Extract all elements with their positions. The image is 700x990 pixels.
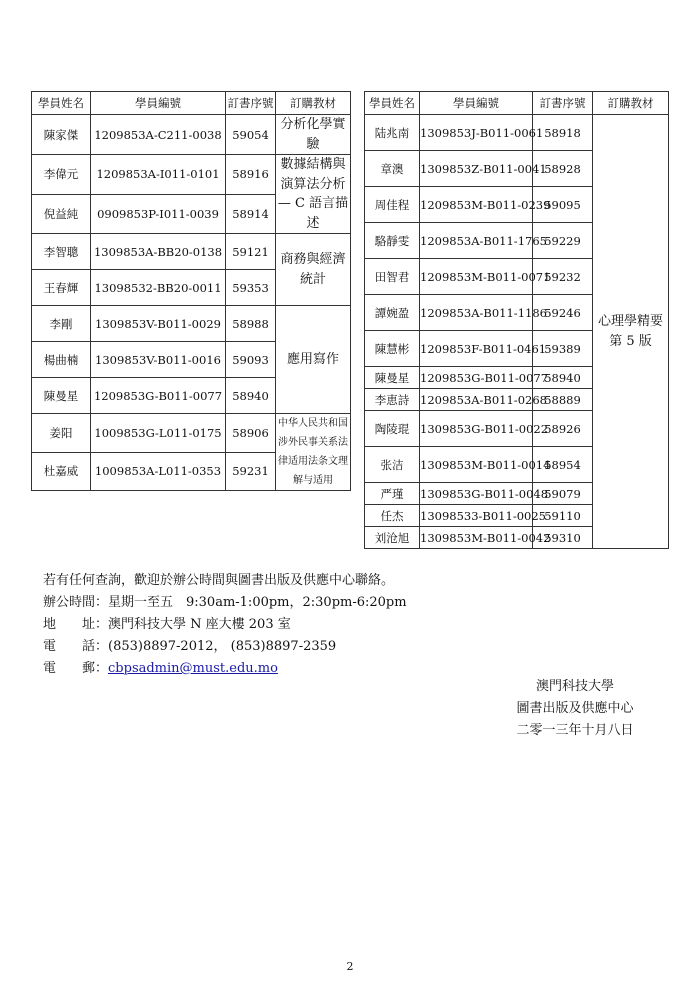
order-no: 59310	[533, 527, 593, 549]
order-no: 58954	[533, 447, 593, 483]
table-row	[365, 115, 669, 151]
student-name: 陆兆南	[365, 115, 420, 151]
student-name: 李智聰	[32, 234, 91, 270]
order-no: 58940	[533, 367, 593, 389]
material-edition: 第 5 版	[609, 333, 652, 349]
student-id: 1209853A-B011-0268	[420, 389, 533, 411]
header-student-name: 學員姓名	[365, 92, 420, 115]
student-name: 严瑾	[365, 483, 420, 505]
student-name: 李恵詩	[365, 389, 420, 411]
student-name: 陳曼星	[32, 378, 91, 414]
student-id: 1309853M-B011-0042	[420, 527, 533, 549]
material-title: 心理學精要	[597, 314, 663, 329]
order-no: 59095	[533, 187, 593, 223]
order-no: 59079	[533, 483, 593, 505]
email-line	[43, 658, 407, 680]
student-id: 1009853G-L011-0175	[91, 414, 226, 453]
header-material: 訂購教材	[276, 92, 351, 115]
student-name: 姜阳	[32, 414, 91, 453]
header-order-no: 訂書序號	[533, 92, 593, 115]
student-id: 1309853V-B011-0016	[91, 342, 226, 378]
student-id: 1209853A-I011-0101	[91, 155, 226, 195]
header-material: 訂購教材	[593, 92, 669, 115]
student-id: 1209853M-B011-0239	[420, 187, 533, 223]
table-row	[32, 306, 351, 342]
order-no: 58988	[226, 306, 276, 342]
material: 分析化學實驗	[276, 115, 351, 155]
student-name: 陳曼星	[365, 367, 420, 389]
order-no: 58916	[226, 155, 276, 195]
student-name: 王春輝	[32, 270, 91, 306]
header-student-id: 學員編號	[420, 92, 533, 115]
student-id: 1209853G-B011-0077	[420, 367, 533, 389]
office-hours: 辦公時間：星期一至五 9:30am-1:00pm，2:30pm-6:20pm	[43, 595, 407, 610]
student-name: 刘沧旭	[365, 527, 420, 549]
table-row	[32, 115, 351, 155]
student-id: 1309853V-B011-0029	[91, 306, 226, 342]
contact-info	[43, 570, 407, 680]
email-link[interactable]: cbpsadmin@must.edu.mo	[108, 661, 278, 676]
material: 中华人民共和国涉外民事关系法律适用法条文理解与适用	[276, 414, 351, 491]
phone: 電 話：(853)8897-2012， (853)8897-2359	[43, 639, 337, 654]
table-row	[32, 234, 351, 270]
table-row	[32, 414, 351, 453]
student-name: 倪益純	[32, 194, 91, 234]
order-no: 59121	[226, 234, 276, 270]
student-id: 1209853G-B011-0077	[91, 378, 226, 414]
address: 地 址：澳門科技大學 N 座大樓 203 室	[43, 617, 291, 632]
student-name: 譚婉盈	[365, 295, 420, 331]
student-name: 田智君	[365, 259, 420, 295]
material: 應用寫作	[276, 306, 351, 414]
material	[593, 115, 669, 549]
order-table-left	[31, 91, 351, 491]
material: 商務與經濟統計	[276, 234, 351, 306]
student-id: 0909853P-I011-0039	[91, 194, 226, 234]
order-no: 59054	[226, 115, 276, 155]
student-id: 1309853M-B011-0014	[420, 447, 533, 483]
student-id: 1209853F-B011-0461	[420, 331, 533, 367]
student-id: 1309853A-BB20-0138	[91, 234, 226, 270]
page-number: 2	[346, 960, 354, 973]
student-id: 1309853Z-B011-0041	[420, 151, 533, 187]
student-name: 任杰	[365, 505, 420, 527]
student-name: 张洁	[365, 447, 420, 483]
table-row	[32, 155, 351, 195]
order-no: 58914	[226, 194, 276, 234]
student-id: 1009853A-L011-0353	[91, 452, 226, 491]
student-id: 1209853A-C211-0038	[91, 115, 226, 155]
order-no: 58918	[533, 115, 593, 151]
student-name: 李剛	[32, 306, 91, 342]
student-name: 陳家傑	[32, 115, 91, 155]
student-name: 周佳程	[365, 187, 420, 223]
signature-block	[500, 676, 650, 742]
student-id: 13098532-BB20-0011	[91, 270, 226, 306]
student-id: 1309853J-B011-0061	[420, 115, 533, 151]
student-name: 楊曲楠	[32, 342, 91, 378]
order-no: 58889	[533, 389, 593, 411]
order-no: 58906	[226, 414, 276, 453]
student-name: 李偉元	[32, 155, 91, 195]
signature-date: 二零一三年十月八日	[516, 723, 634, 738]
order-no: 59229	[533, 223, 593, 259]
student-name: 陶陵琨	[365, 411, 420, 447]
order-no: 59389	[533, 331, 593, 367]
email-label: 電 郵：	[43, 661, 109, 676]
student-id: 1209853M-B011-0071	[420, 259, 533, 295]
student-name: 駱靜雯	[365, 223, 420, 259]
order-no: 59093	[226, 342, 276, 378]
contact-intro: 若有任何查詢，歡迎於辦公時間與圖書出版及供應中心聯絡。	[43, 573, 395, 588]
header-student-name: 學員姓名	[32, 92, 91, 115]
order-no: 59232	[533, 259, 593, 295]
order-table-right	[364, 91, 669, 549]
student-id: 1209853A-B011-1186	[420, 295, 533, 331]
student-name: 杜嘉威	[32, 452, 91, 491]
order-no: 58940	[226, 378, 276, 414]
order-no: 59231	[226, 452, 276, 491]
student-name: 章澳	[365, 151, 420, 187]
header-order-no: 訂書序號	[226, 92, 276, 115]
order-no: 59110	[533, 505, 593, 527]
student-id: 1309853G-B011-0048	[420, 483, 533, 505]
header-student-id: 學員編號	[91, 92, 226, 115]
student-id: 1209853A-B011-1765	[420, 223, 533, 259]
order-no: 58928	[533, 151, 593, 187]
signature-org: 澳門科技大學	[535, 679, 614, 694]
material: 數據結構與演算法分析 — C 語言描述	[276, 155, 351, 234]
order-no: 58926	[533, 411, 593, 447]
signature-dept: 圖書出版及供應中心	[516, 701, 634, 716]
order-no: 59246	[533, 295, 593, 331]
student-id: 13098533-B011-0025	[420, 505, 533, 527]
student-id: 1309853G-B011-0022	[420, 411, 533, 447]
order-no: 59353	[226, 270, 276, 306]
student-name: 陳慧彬	[365, 331, 420, 367]
